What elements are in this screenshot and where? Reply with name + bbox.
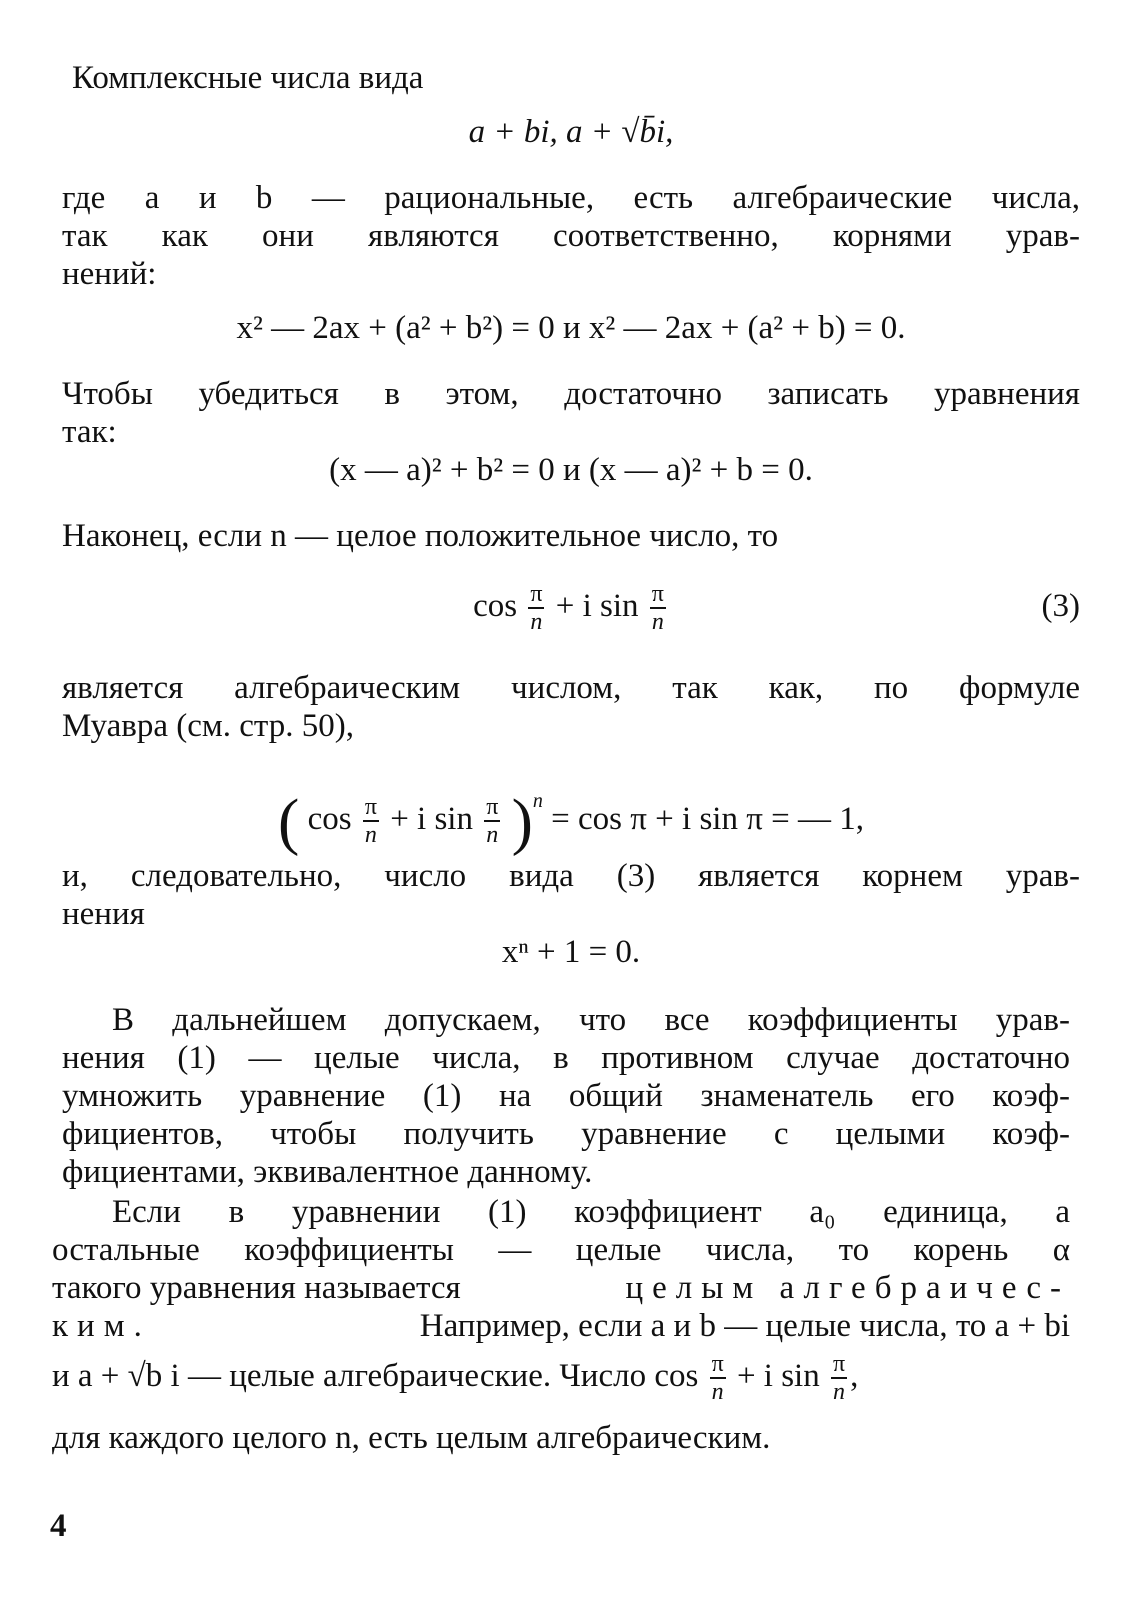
text-line: является алгебраическим числом, так как, по формуле bbox=[62, 670, 1080, 706]
text-line: и, следовательно, число вида (3) является корнем урав- bbox=[62, 858, 1080, 894]
text-line: нения bbox=[62, 896, 145, 932]
cos-label: cos bbox=[473, 588, 518, 624]
text-line bbox=[52, 1306, 1070, 1346]
moivre-rhs: = cos π + i sin π = — 1, bbox=[551, 801, 864, 837]
plus-i-sin-label: + i sin bbox=[555, 588, 639, 624]
text-segment: и a + √b i — целые алгебраические. Число cos bbox=[52, 1358, 699, 1394]
text-line: где a и b — рациональные, есть алгебраические числа, bbox=[62, 180, 1080, 216]
fraction-numerator: π bbox=[364, 794, 377, 821]
equation-3 bbox=[62, 576, 1080, 636]
exponent-n: n bbox=[532, 790, 543, 812]
fraction-pi-over-n bbox=[650, 581, 666, 635]
text-line: Комплексные числа вида bbox=[72, 60, 424, 96]
fraction-numerator: π bbox=[832, 1351, 846, 1378]
fraction-numerator: π bbox=[711, 1351, 724, 1378]
text-line: фициентами, эквивалентное данному. bbox=[62, 1154, 593, 1190]
cos-label: cos bbox=[307, 801, 352, 837]
emphasized-term: ким. bbox=[52, 1308, 151, 1344]
text-segment: такого уравнения называется bbox=[52, 1270, 461, 1306]
text-line: нений: bbox=[62, 256, 157, 292]
text-line: так как они являются соответственно, корнями урав- bbox=[62, 218, 1080, 254]
equation-moivre bbox=[62, 766, 1080, 857]
text-line: остальные коэффициенты — целые числа, то корень α bbox=[52, 1232, 1070, 1268]
text-line: умножить уравнение (1) на общий знаменатель его коэф- bbox=[62, 1078, 1070, 1114]
fraction-pi-over-n bbox=[484, 794, 500, 848]
text-line-with-fraction bbox=[52, 1344, 1070, 1408]
paren-open: ( bbox=[278, 785, 300, 857]
text-line: нения (1) — целые числа, в противном случае достаточно bbox=[62, 1040, 1070, 1076]
text-line: Чтобы убедиться в этом, достаточно записать уравнения bbox=[62, 376, 1080, 412]
fraction-pi-over-n bbox=[831, 1351, 847, 1405]
fraction-denominator: n bbox=[833, 1379, 846, 1406]
page-number: 4 bbox=[50, 1508, 67, 1544]
plus-i-sin-label: + i sin bbox=[390, 801, 473, 837]
equation-squares: (x — a)² + b² = 0 и (x — a)² + b = 0. bbox=[329, 452, 813, 488]
text-line: Если в уравнении (1) коэффициент a₀ единица, а bbox=[112, 1194, 1070, 1230]
fraction-numerator: π bbox=[530, 581, 543, 608]
fraction-numerator: π bbox=[486, 794, 499, 821]
paren-close: ) bbox=[511, 785, 533, 857]
fraction-numerator: π bbox=[651, 581, 664, 608]
text-line: для каждого целого n, есть целым алгебраическим. bbox=[52, 1420, 771, 1456]
equation-xn-plus-1: xⁿ + 1 = 0. bbox=[501, 934, 641, 970]
equation-number: (3) bbox=[1041, 588, 1080, 624]
fraction-pi-over-n bbox=[528, 581, 544, 635]
equation-quadratics: x² — 2ax + (a² + b²) = 0 и x² — 2ax + (a² + b) = 0. bbox=[236, 310, 906, 346]
fraction-denominator: n bbox=[530, 609, 543, 636]
text-line: так: bbox=[62, 414, 117, 450]
fraction-denominator: n bbox=[651, 609, 664, 636]
text-line: Муавра (см. стр. 50), bbox=[62, 708, 354, 744]
text-segment: , bbox=[850, 1358, 859, 1394]
text-segment: Например, если a и b — целые числа, то a + bi bbox=[419, 1308, 1070, 1344]
text-line bbox=[52, 1268, 1070, 1308]
fraction-denominator: n bbox=[364, 822, 377, 849]
fraction-pi-over-n bbox=[710, 1351, 726, 1405]
fraction-denominator: n bbox=[711, 1379, 724, 1406]
emphasized-term: целым алгебраичес- bbox=[625, 1270, 1070, 1306]
equation-complex-forms: a + bi, a + √b̄i, bbox=[468, 114, 674, 150]
text-line: Наконец, если n — целое положительное число, то bbox=[62, 518, 779, 554]
text-line: В дальнейшем допускаем, что все коэффициенты урав- bbox=[112, 1002, 1070, 1038]
fraction-denominator: n bbox=[486, 822, 499, 849]
text-line: фициентов, чтобы получить уравнение с целыми коэф- bbox=[62, 1116, 1070, 1152]
fraction-pi-over-n bbox=[363, 794, 379, 848]
text-segment: + i sin bbox=[736, 1358, 820, 1394]
